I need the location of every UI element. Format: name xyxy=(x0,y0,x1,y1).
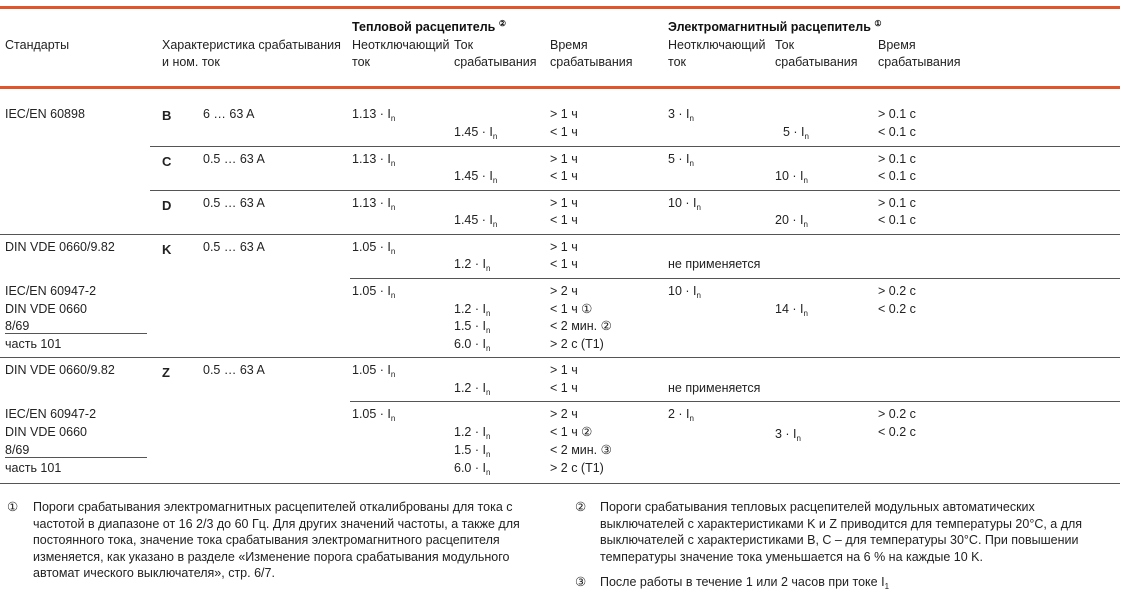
range-c: 0.5 … 63 A xyxy=(203,152,265,166)
k2-th-trip-3: $6.0 \cdot I_n$ xyxy=(454,337,491,353)
z1-em-not-applicable: не применяется xyxy=(668,381,761,395)
z2-std-1: IEC/EN 60947-2 xyxy=(5,407,97,421)
k2-std-4: часть 101 xyxy=(5,337,62,351)
range-d: 0.5 … 63 A xyxy=(203,196,265,210)
row-divider xyxy=(350,401,1120,402)
c-em-trip: $10 \cdot I_n$ xyxy=(775,169,808,185)
col-em-nontrip-1: Неотключающий xyxy=(668,38,766,52)
z2-em-time-2: < 0.2 с xyxy=(878,425,916,439)
b-em-time-2: < 0.1 с xyxy=(878,125,916,139)
range-z: 0.5 … 63 A xyxy=(203,363,265,377)
k2-th-nontrip: $1.05 \cdot I_n$ xyxy=(352,284,396,300)
col-th-time-2: срабатывания xyxy=(550,55,633,69)
row-divider xyxy=(150,190,1120,191)
z2-std-2: DIN VDE 0660 xyxy=(5,425,87,439)
row-divider xyxy=(350,278,1120,279)
col-th-time-1: Время xyxy=(550,38,588,52)
col-th-nontrip-1: Неотключающий xyxy=(352,38,450,52)
z2-time-3: < 2 мин. ③ xyxy=(550,443,612,457)
footnote-1-text: Пороги срабатывания электромагнитных расцепителей откалиброваны для тока с частотой в диапазоне от 16 2/3 до 60 Гц. Для других значений частоты, а также для постоянного тока, значение тока срабатывания электромагнитного расцепителя изменяется, как указано в разделе «Изменение порога срабатывания модульного автомат ического выключателя», стр. 6/7. xyxy=(33,500,520,580)
std-underline xyxy=(5,457,147,458)
k1-em-not-applicable: не применяется xyxy=(668,257,761,271)
k2-em-nontrip: $10 \cdot I_n$ xyxy=(668,284,701,300)
b-th-time-2: < 1 ч xyxy=(550,125,578,139)
col-em-time-1: Время xyxy=(878,38,916,52)
k1-th-trip: $1.2 \cdot I_n$ xyxy=(454,257,491,273)
z2-th-nontrip: $1.05 \cdot I_n$ xyxy=(352,407,396,423)
col-th-trip-2: срабатывания xyxy=(454,55,537,69)
footnote-1-marker: ① xyxy=(7,500,19,514)
em-group-title: Электромагнитный расцепитель ① xyxy=(668,19,882,35)
section-divider xyxy=(0,234,1120,235)
char-letter-c: C xyxy=(162,154,172,169)
d-em-trip: $20 \cdot I_n$ xyxy=(775,213,808,229)
b-em-time-1: > 0.1 с xyxy=(878,107,916,121)
range-k: 0.5 … 63 A xyxy=(203,240,265,254)
header-rule xyxy=(0,86,1120,89)
table-bottom-rule xyxy=(0,483,1120,484)
k2-th-trip-1: $1.2 \cdot I_n$ xyxy=(454,302,491,318)
footnote-2-marker: ② xyxy=(575,500,587,514)
z2-std-3: 8/69 xyxy=(5,443,30,457)
top-rule xyxy=(0,6,1120,9)
c-th-time-1: > 1 ч xyxy=(550,152,578,166)
standard-iec60898: IEC/EN 60898 xyxy=(5,107,85,121)
d-th-time-2: < 1 ч xyxy=(550,213,578,227)
col-th-nontrip-2: ток xyxy=(352,55,371,69)
k1-th-nontrip: $1.05 \cdot I_n$ xyxy=(352,240,396,256)
b-th-trip: $1.45 \cdot I_n$ xyxy=(454,125,498,141)
z2-time-4: > 2 с (T1) xyxy=(550,461,604,475)
z2-std-4: часть 101 xyxy=(5,461,62,475)
c-th-time-2: < 1 ч xyxy=(550,169,578,183)
k1-th-time-2: < 1 ч xyxy=(550,257,578,271)
k2-std-2: DIN VDE 0660 xyxy=(5,302,87,316)
char-letter-z: Z xyxy=(162,365,170,380)
footnote-2-text: Пороги срабатывания тепловых расцепителей модульных автоматических выключателей с характеристиками K и Z приводится для температуры 20°C, а для выключателей с характеристиками B, C – для температуры 30°C. При повышении температуры значение тока уменьшается на 6 % на каждые 10 K. xyxy=(600,500,1083,564)
section-divider xyxy=(0,357,1120,358)
z2-time-2: < 1 ч ② xyxy=(550,425,593,439)
k2-std-1: IEC/EN 60947-2 xyxy=(5,284,97,298)
standard-din-vde-z: DIN VDE 0660/9.82 xyxy=(5,363,115,377)
c-th-nontrip: $1.13 \cdot I_n$ xyxy=(352,152,396,168)
z2-th-trip-1: $1.2 \cdot I_n$ xyxy=(454,425,491,441)
k2-time-3: < 2 мин. ② xyxy=(550,319,612,333)
c-em-time-2: < 0.1 с xyxy=(878,169,916,183)
col-char-2: и ном. ток xyxy=(162,55,220,69)
k2-time-1: > 2 ч xyxy=(550,284,578,298)
d-th-trip: $1.45 \cdot I_n$ xyxy=(454,213,498,229)
z2-th-trip-2: $1.5 \cdot I_n$ xyxy=(454,443,491,459)
k2-em-time-1: > 0.2 с xyxy=(878,284,916,298)
d-th-time-1: > 1 ч xyxy=(550,196,578,210)
col-em-time-2: срабатывания xyxy=(878,55,961,69)
z1-th-nontrip: $1.05 \cdot I_n$ xyxy=(352,363,396,379)
z2-th-trip-3: $6.0 \cdot I_n$ xyxy=(454,461,491,477)
char-letter-b: B xyxy=(162,108,172,123)
z2-time-1: > 2 ч xyxy=(550,407,578,421)
k2-th-trip-2: $1.5 \cdot I_n$ xyxy=(454,319,491,335)
footnote-3-marker: ③ xyxy=(575,575,587,589)
z2-em-nontrip: $2 \cdot I_n$ xyxy=(668,407,694,423)
standard-din-vde-k: DIN VDE 0660/9.82 xyxy=(5,240,115,254)
char-letter-d: D xyxy=(162,198,172,213)
k2-em-time-2: < 0.2 с xyxy=(878,302,916,316)
b-th-time-1: > 1 ч xyxy=(550,107,578,121)
z1-th-trip: $1.2 \cdot I_n$ xyxy=(454,381,491,397)
k2-std-3: 8/69 xyxy=(5,319,30,333)
k2-em-trip: $14 \cdot I_n$ xyxy=(775,302,808,318)
footnote-3-text: После работы в течение 1 или 2 часов при токе $I_1$ xyxy=(600,575,890,591)
char-letter-k: K xyxy=(162,242,172,257)
k2-time-4: > 2 с (T1) xyxy=(550,337,604,351)
b-em-trip: $5 \cdot I_n$ xyxy=(783,125,809,141)
k1-th-time-1: > 1 ч xyxy=(550,240,578,254)
b-em-nontrip: $3 \cdot I_n$ xyxy=(668,107,694,123)
col-em-trip-1: Ток xyxy=(775,38,795,52)
k2-time-2: < 1 ч ① xyxy=(550,302,593,316)
d-em-time-1: > 0.1 с xyxy=(878,196,916,210)
d-em-time-2: < 0.1 с xyxy=(878,213,916,227)
z2-em-time-1: > 0.2 с xyxy=(878,407,916,421)
c-em-time-1: > 0.1 с xyxy=(878,152,916,166)
d-th-nontrip: $1.13 \cdot I_n$ xyxy=(352,196,396,212)
col-char-1: Характеристика срабатывания xyxy=(162,38,341,52)
d-em-nontrip: $10 \cdot I_n$ xyxy=(668,196,701,212)
c-em-nontrip: $5 \cdot I_n$ xyxy=(668,152,694,168)
z1-th-time-2: < 1 ч xyxy=(550,381,578,395)
z2-em-trip: $3 \cdot I_n$ xyxy=(775,427,801,443)
col-em-nontrip-2: ток xyxy=(668,55,687,69)
row-divider xyxy=(150,146,1120,147)
std-underline xyxy=(5,333,147,334)
col-standards: Стандарты xyxy=(5,38,70,52)
range-b: 6 … 63 A xyxy=(203,107,255,121)
z1-th-time-1: > 1 ч xyxy=(550,363,578,377)
b-th-nontrip: $1.13 \cdot I_n$ xyxy=(352,107,396,123)
thermal-group-title: Тепловой расцепитель ② xyxy=(352,19,507,35)
col-em-trip-2: срабатывания xyxy=(775,55,858,69)
col-th-trip-1: Ток xyxy=(454,38,474,52)
c-th-trip: $1.45 \cdot I_n$ xyxy=(454,169,498,185)
